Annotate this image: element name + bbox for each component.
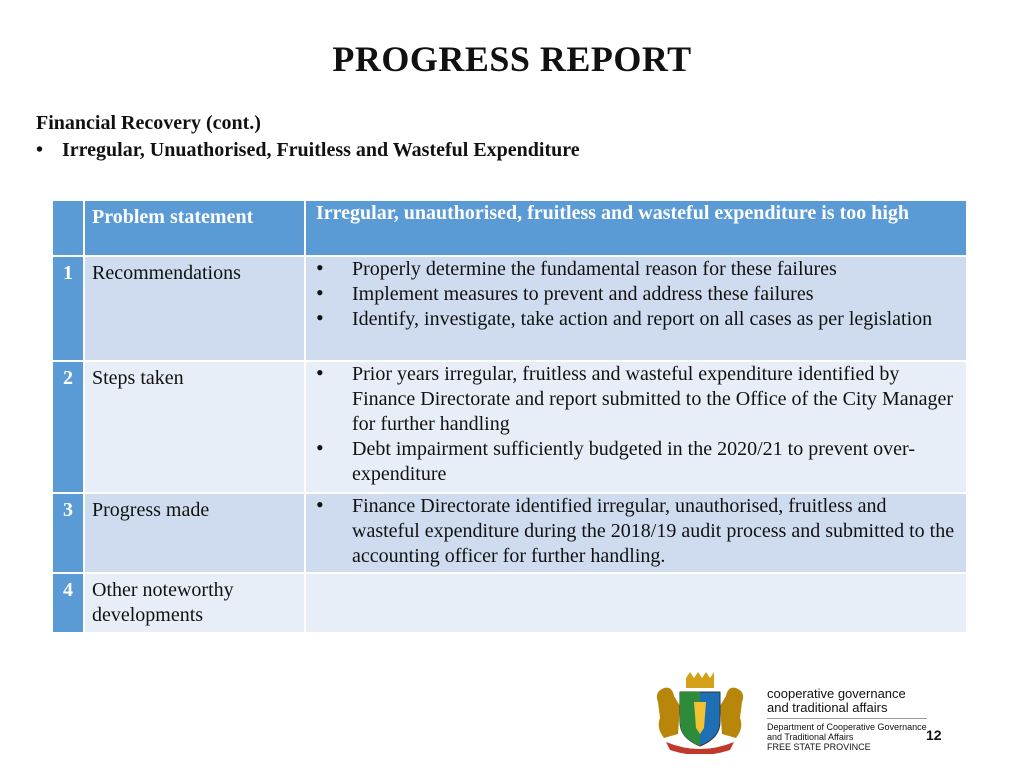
row-label: Steps taken <box>84 361 305 493</box>
header-content <box>305 200 967 256</box>
header-num-cell <box>52 200 84 256</box>
list-item: • Finance Directorate identified irregular, unauthorised, fruitless and wasteful expenditure during the 2018/19 audit process and submitted to the accounting officer for further handling. <box>316 492 955 567</box>
table-row <box>52 493 967 573</box>
org-block <box>767 687 927 752</box>
slide-title: PROGRESS REPORT <box>332 39 692 79</box>
page-number: 12 <box>926 727 942 743</box>
table-row <box>52 361 967 493</box>
row-content <box>305 361 967 493</box>
list-item: • Properly determine the fundamental reason for these failures <box>316 255 837 280</box>
row-label: Other noteworthy developments <box>84 573 305 633</box>
section-subtitle: Financial Recovery (cont.) <box>36 112 261 134</box>
row-number: 4 <box>52 573 84 633</box>
row-label: Recommendations <box>84 256 305 361</box>
progress-table <box>51 199 968 634</box>
topic-bullet-text: Irregular, Unuathorised, Fruitless and Wasteful Expenditure <box>62 139 580 161</box>
list-item: • Debt impairment sufficiently budgeted in the 2020/21 to prevent over-expenditure <box>316 435 915 485</box>
coat-of-arms-icon <box>650 672 750 754</box>
table-header-row <box>52 200 967 256</box>
bullet-icon: • <box>316 255 324 280</box>
row-number: 1 <box>52 256 84 361</box>
table-row <box>52 573 967 633</box>
row-number: 2 <box>52 361 84 493</box>
divider <box>767 718 927 719</box>
bullet-icon: • <box>316 305 324 330</box>
bullet-icon: • <box>316 360 324 385</box>
row-content <box>305 256 967 361</box>
bullet-icon: • <box>316 492 324 517</box>
dept-line2: and Traditional Affairs <box>767 732 854 742</box>
list-item: • Implement measures to prevent and address these failures <box>316 280 814 305</box>
org-name-line2: and traditional affairs <box>767 700 888 715</box>
bullet-icon: • <box>316 435 324 460</box>
topic-bullet <box>36 139 580 162</box>
dept-line3: FREE STATE PROVINCE <box>767 742 871 752</box>
header-label: Problem statement <box>84 200 305 256</box>
org-name-line1: cooperative governance <box>767 686 906 701</box>
bullet-icon: • <box>316 280 324 305</box>
row-content <box>305 573 967 633</box>
list-item: • Prior years irregular, fruitless and wasteful expenditure identified by Finance Directorate and report submitted to the Office of the City Manager for further handling <box>316 360 954 435</box>
table-row <box>52 256 967 361</box>
row-label: Progress made <box>84 493 305 573</box>
dept-line1: Department of Cooperative Governance <box>767 722 927 732</box>
row-content <box>305 493 967 573</box>
bullet-icon: • <box>36 139 44 161</box>
row-number: 3 <box>52 493 84 573</box>
header-problem-text: Irregular, unauthorised, fruitless and wasteful expenditure is too high <box>316 202 910 224</box>
list-item: • Identify, investigate, take action and report on all cases as per legislation <box>316 305 933 330</box>
